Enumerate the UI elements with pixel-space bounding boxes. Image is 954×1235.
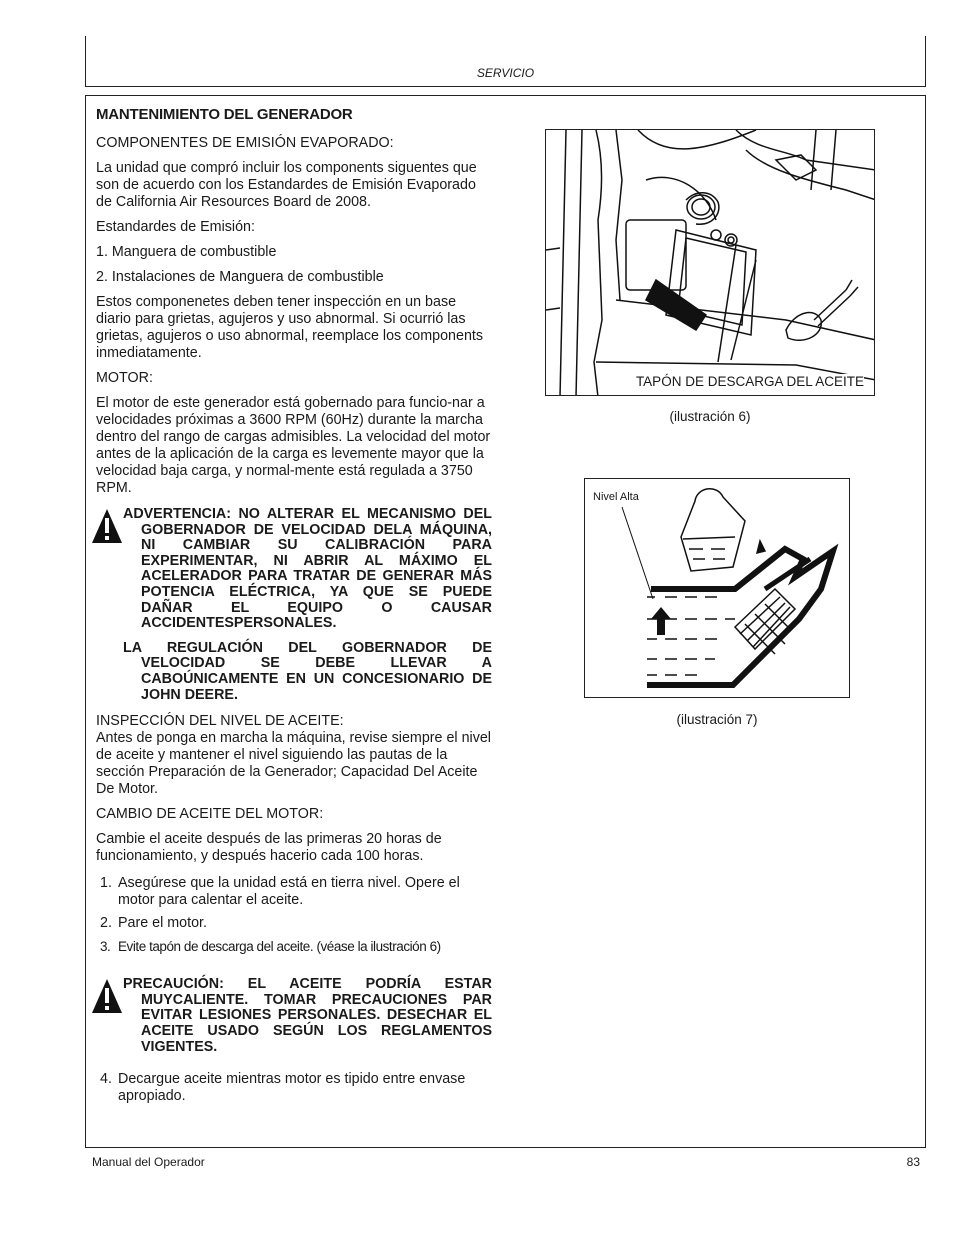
oil-change-heading: CAMBIO DE ACEITE DEL MOTOR: [96, 806, 324, 823]
warning-triangle-icon [90, 977, 124, 1015]
text-column [96, 106, 492, 1111]
standards-item: 2. Instalaciones de Manguera de combustible [96, 269, 384, 285]
steps-list [100, 875, 492, 955]
warning-sub-block [96, 641, 492, 703]
steps-list-continued [100, 1071, 492, 1105]
illustration-7 [584, 478, 850, 698]
warning-text: ADVERTENCIA: NO ALTERAR EL MECANISMO DEL GOBERNADOR DE VELOCIDAD DELA MÁQUINA, NI CAMBIAR SU CALIBRACIÓN PARA EXPERIMENTAR, NI ABRIR AL MÁXIMO EL ACELERADOR PARA TRATAR DE GENERAR MÁS POTENCIA ELÉCTRICA, YA QUE SE PUEDE DAÑAR EL EQUIPO O CAUSAR ACCIDENTESPERSONALES. [123, 506, 492, 632]
motor-heading: MOTOR: [96, 370, 153, 386]
oil-level-heading: INSPECCIÓN DEL NIVEL DE ACEITE: [96, 713, 344, 730]
footer-manual-title: Manual del Operador [92, 1155, 205, 1169]
list-item: 2. Pare el motor. [100, 915, 207, 932]
page-title: MANTENIMIENTO DEL GENERADOR [96, 106, 353, 123]
section-label: SERVICIO [476, 66, 535, 80]
standards-label: Estandardes de Emisión: [96, 219, 255, 235]
fig6-caption: (ilustración 6) [669, 409, 751, 424]
warning-triangle-icon [90, 507, 124, 545]
footer-page-number: 83 [906, 1155, 920, 1169]
fig7-caption: (ilustración 7) [676, 712, 758, 727]
oil-change-text: Cambie el aceite después de las primeras 20 horas de funcionamiento, y después hacerio cada 100 horas. [96, 831, 442, 865]
content-frame [85, 95, 926, 1148]
list-item: 3. Evite tapón de descarga del aceite. (véase la ilustración 6) [100, 939, 441, 955]
evap-text: La unidad que compró incluir los components siguentes que son de acuerdo con los Estandardes de Emisión Evaporado de California Air Resources Board de 2008. [96, 160, 477, 210]
standards-item: 1. Manguera de combustible [96, 244, 277, 260]
motor-text: El motor de este generador está gobernado para funcio-nar a velocidades próximas a 3600 RPM (60Hz) durante la marcha dentro del rango de cargas admisibles. La velocidad del motor antes de la aplicación de la carga es levemente mayor que la velocidad baja carga, y normal-mente está regulada a 3750 RPM. [96, 395, 491, 496]
illustration-6 [545, 129, 875, 396]
warning-sub-text: LA REGULACIÓN DEL GOBERNADOR DE VELOCIDAD SE DEBE LLEVAR A CABOÚNICAMENTE EN UN CONCESIONARIO DE JOHN DEERE. [123, 639, 492, 703]
list-item: 4. Decargue aceite mientras motor es tipido entre envase apropiado. [100, 1071, 466, 1105]
engine-drain-drawing [546, 130, 875, 396]
evap-heading: COMPONENTES DE EMISIÓN EVAPORADO: [96, 135, 394, 151]
caution-block [96, 977, 492, 1055]
list-item: 1. Asegúrese que la unidad está en tierra nivel. Opere el motor para calentar el aceite. [100, 875, 460, 909]
oil-fill-drawing [585, 479, 850, 698]
warning-block [96, 507, 492, 632]
oil-level-text: Antes de ponga en marcha la máquina, revise siempre el nivel de aceite y mantener el nivel siguiendo las pautas de la sección Preparación de la Generador; Capacidad Del Aceite De Motor. [96, 730, 491, 798]
header-frame [85, 36, 926, 87]
inspection-text: Estos componenetes deben tener inspección en un base diario para grietas, agujeros y uso abnormal. Si ocurrió las grietas, agujeros o uso abnormal, reemplace los components inmediatamente. [96, 294, 484, 361]
fig7-callout: Nivel Alta [593, 491, 639, 503]
caution-text: PRECAUCIÓN: EL ACEITE PODRÍA ESTAR MUYCALIENTE. TOMAR PRECAUCIONES PAR EVITAR LESIONES PERSONALES. DESECHAR EL ACEITE USADO SEGÚN LOS REGLAMENTOS VIGENTES. [123, 976, 492, 1055]
fig6-callout: TAPÓN DE DESCARGA DEL ACEITE [635, 374, 864, 389]
